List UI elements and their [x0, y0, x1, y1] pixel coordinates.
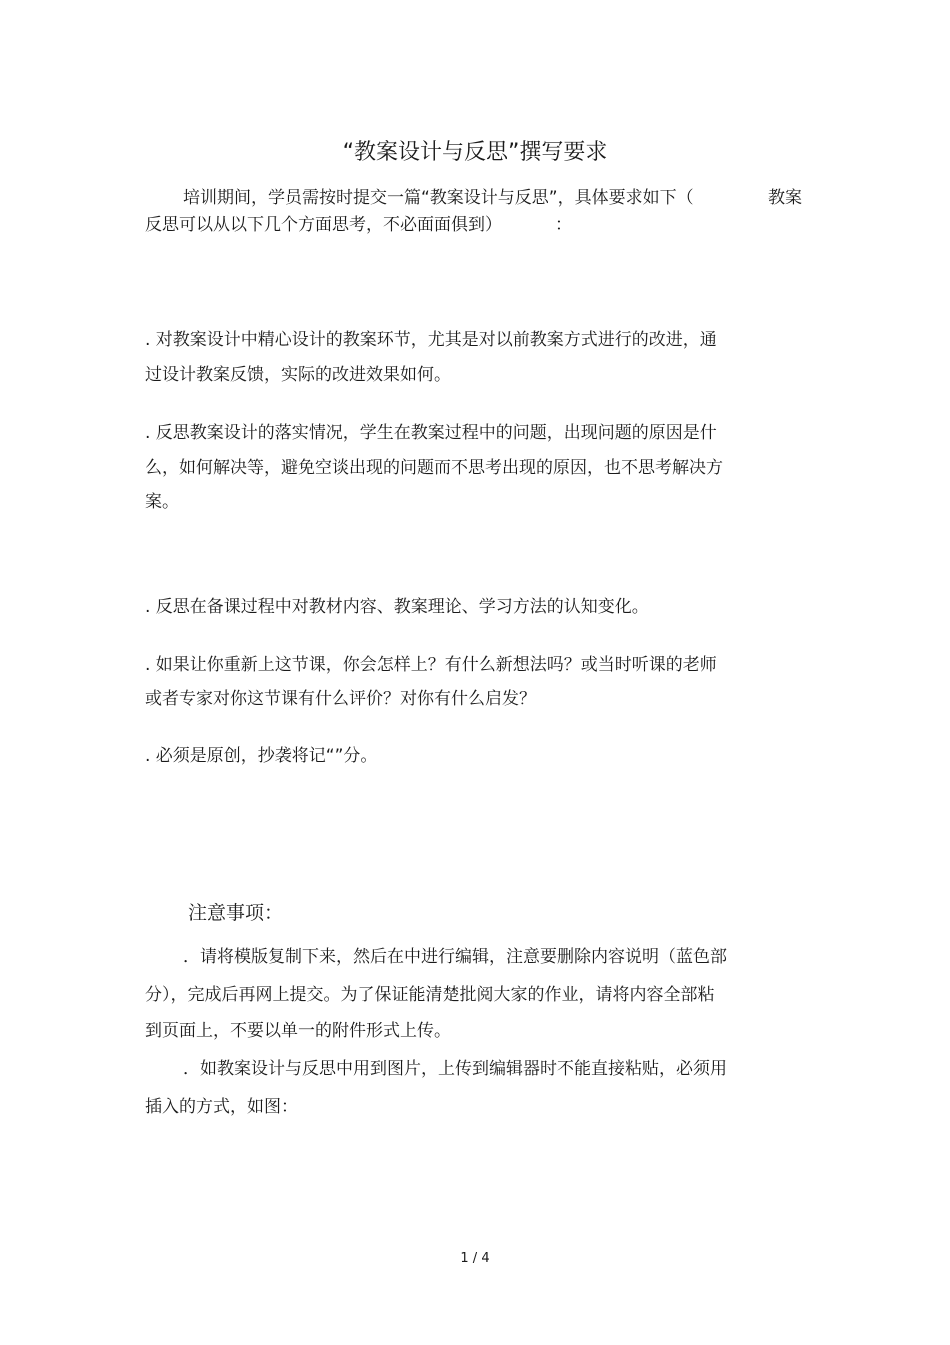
item-3-line-1: . 反思在备课过程中对教材内容、教案理论、学习方法的认知变化。: [145, 597, 649, 617]
note-2-line-2: 插入的方式，如图：: [145, 1097, 298, 1117]
item-1-line-2: 过设计教案反馈，实际的改进效果如何。: [145, 365, 451, 385]
note-1-line-2: 分），完成后再网上提交。为了保证能清楚批阅大家的作业，请将内容全部粘: [145, 985, 715, 1005]
document-title: “教案设计与反思”撰写要求: [342, 140, 608, 165]
item-2-line-2: 么，如何解决等，避免空谈出现的问题而不思考出现的原因，也不思考解决方: [145, 458, 723, 478]
item-1-line-1: . 对教案设计中精心设计的教案环节，尤其是对以前教案方式进行的改进，通: [145, 330, 717, 350]
item-2-line-3: 案。: [145, 492, 179, 512]
note-2-line-1: ．如教案设计与反思中用到图片，上传到编辑器时不能直接粘贴，必须用: [183, 1059, 727, 1079]
notes-heading: 注意事项：: [188, 902, 284, 924]
intro-line-1-tail: 教案: [768, 188, 802, 208]
intro-line-2: 反思可以从以下几个方面思考，不必面面俱到）: [145, 215, 502, 235]
intro-line-2-tail: ：: [555, 215, 572, 235]
intro-line-1: 培训期间，学员需按时提交一篇“教案设计与反思”，具体要求如下（: [183, 188, 694, 208]
item-2-line-1: . 反思教案设计的落实情况，学生在教案过程中的问题，出现问题的原因是什: [145, 423, 717, 443]
item-5-line-1: . 必须是原创，抄袭将记“”分。: [145, 746, 378, 766]
page-number: 1 / 4: [460, 1251, 490, 1266]
note-1-line-3: 到页面上，不要以单一的附件形式上传。: [145, 1021, 451, 1041]
note-1-line-1: ．请将模版复制下来，然后在中进行编辑，注意要删除内容说明（蓝色部: [183, 947, 727, 967]
item-4-line-2: 或者专家对你这节课有什么评价？对你有什么启发？: [145, 689, 536, 709]
item-4-line-1: . 如果让你重新上这节课，你会怎样上？有什么新想法吗？或当时听课的老师: [145, 655, 717, 675]
